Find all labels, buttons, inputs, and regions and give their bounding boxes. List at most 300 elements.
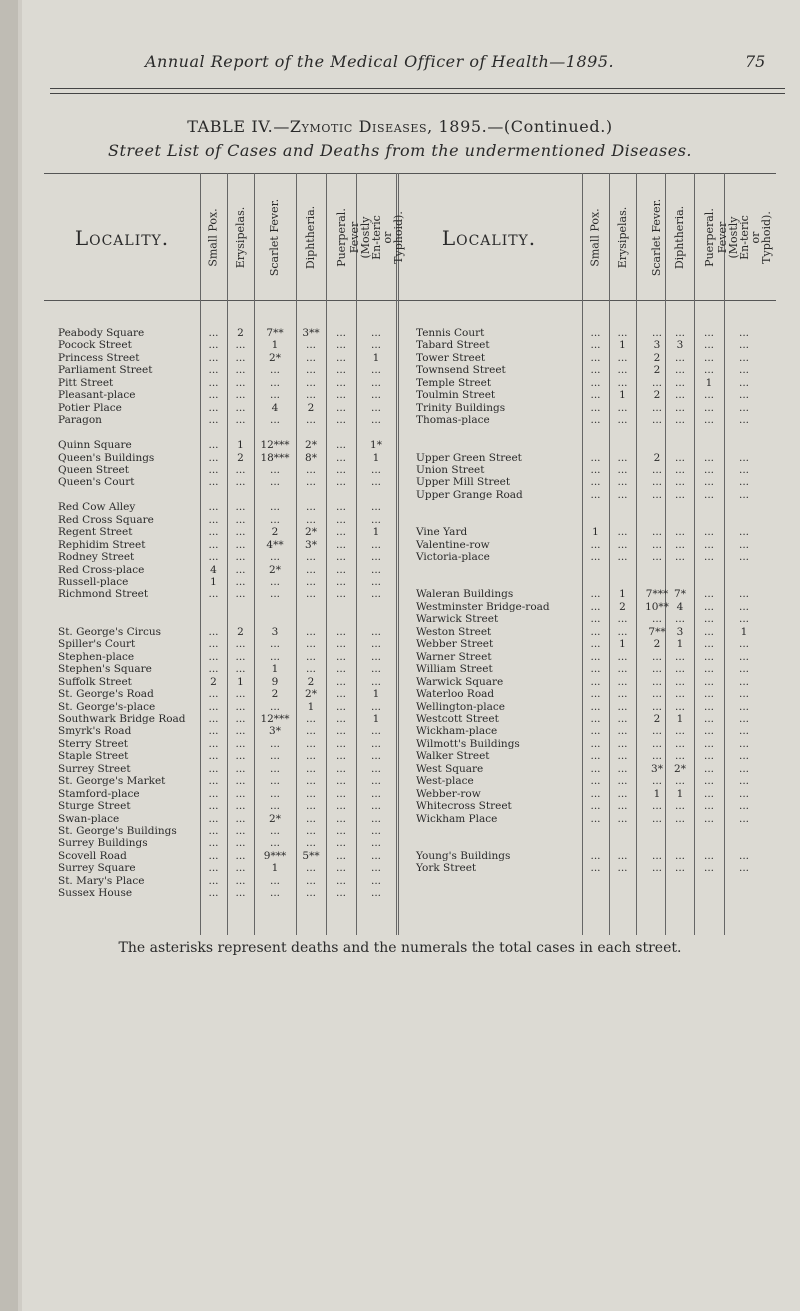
column-header-right-3 — [665, 178, 695, 296]
column-header-text: Fever (Mostly En-teric or Typhoid). — [347, 210, 405, 264]
table-cell: ... — [617, 414, 628, 427]
locality-name: Stephen's Square — [58, 663, 152, 676]
table-cell: ... — [235, 414, 246, 427]
locality-name: Upper Green Street — [416, 451, 522, 464]
table-cell: ... — [703, 688, 714, 701]
locality-name: Red Cow Alley — [58, 501, 136, 514]
table-cell: 2 — [271, 526, 279, 539]
table-cell: ... — [235, 351, 246, 364]
table-row — [416, 452, 576, 464]
table-cell: ... — [738, 376, 749, 389]
table-cell: ... — [305, 650, 316, 663]
table-cell: 5** — [302, 849, 320, 862]
table-cell: ... — [738, 737, 749, 750]
table-cell: ... — [335, 638, 346, 651]
table-cell: 1 — [676, 638, 684, 651]
table-row — [416, 638, 576, 650]
table-cell: ... — [235, 476, 246, 489]
table-cell: ... — [738, 613, 749, 626]
locality-header-left — [44, 226, 200, 250]
locality-name: Valentine-row — [416, 538, 490, 551]
table-cell: 2 — [237, 625, 244, 638]
table-cell: ... — [651, 800, 662, 813]
table-cell: ... — [738, 451, 749, 464]
locality-name: Surrey Square — [58, 862, 136, 875]
table-cell: ... — [305, 874, 316, 887]
locality-name: Wellington-place — [416, 700, 505, 713]
table-cell: ... — [208, 837, 219, 850]
table-cell: ... — [590, 376, 601, 389]
table-cell: ... — [738, 588, 749, 601]
table-cell: ... — [208, 849, 219, 862]
table-cell: ... — [617, 812, 628, 825]
table-cell: ... — [617, 376, 628, 389]
table-cell: ... — [703, 401, 714, 414]
table-cell: 1 — [237, 675, 244, 688]
column-header-text: Erysipelas. — [234, 206, 247, 268]
table-cell: ... — [674, 725, 685, 738]
table-cell: 3* — [269, 725, 281, 738]
table-cell: ... — [617, 526, 628, 539]
table-row — [58, 452, 198, 464]
table-row — [416, 402, 576, 414]
table-cell: ... — [235, 339, 246, 352]
table-cell: ... — [617, 762, 628, 775]
table-cell: ... — [335, 675, 346, 688]
table-cell: ... — [738, 862, 749, 875]
locality-name: Trinity Buildings — [416, 401, 506, 414]
table-cell: ... — [269, 513, 280, 526]
locality-name: Stamford-place — [58, 787, 140, 800]
column-header-right-1 — [609, 178, 636, 296]
table-cell: ... — [651, 849, 662, 862]
table-cell: ... — [370, 401, 381, 414]
table-title-suffix: , 1895.—(Continued.) — [427, 117, 613, 136]
table-cell: ... — [269, 787, 280, 800]
table-cell: ... — [674, 650, 685, 663]
locality-name: Queen Street — [58, 463, 129, 476]
table-row — [58, 576, 198, 588]
table-cell: ... — [738, 551, 749, 564]
table-cell: ... — [738, 364, 749, 377]
table-cell: 1 — [653, 787, 661, 800]
table-cell: ... — [208, 812, 219, 825]
table-cell: ... — [617, 750, 628, 763]
table-cell: ... — [703, 351, 714, 364]
locality-name: Wickham Place — [416, 812, 498, 825]
table-cell: ... — [703, 762, 714, 775]
table-cell: ... — [738, 787, 749, 800]
locality-name: Temple Street — [416, 376, 492, 389]
table-cell: ... — [305, 501, 316, 514]
table-cell: ... — [335, 401, 346, 414]
table-row — [58, 651, 198, 663]
table-cell: ... — [235, 638, 246, 651]
table-cell: ... — [305, 787, 316, 800]
table-cell: ... — [235, 650, 246, 663]
table-cell: 2 — [653, 712, 661, 725]
table-cell: ... — [738, 538, 749, 551]
table-cell: ... — [335, 327, 346, 339]
table-cell: ... — [208, 775, 219, 788]
table-cell: ... — [738, 675, 749, 688]
table-cell: ... — [674, 862, 685, 875]
table-cell: ... — [651, 750, 662, 763]
table-cell: ... — [617, 351, 628, 364]
table-cell: ... — [703, 638, 714, 651]
table-cell: ... — [269, 638, 280, 651]
table-cell: ... — [703, 725, 714, 738]
table-cell: ... — [674, 538, 685, 551]
table-cell: 2* — [269, 563, 281, 576]
locality-name: Tabard Street — [416, 339, 490, 352]
table-cell: ... — [651, 700, 662, 713]
table-row — [416, 364, 576, 376]
table-cell: ... — [590, 476, 601, 489]
table-cell: 10** — [645, 600, 669, 613]
table-cell: 2 — [653, 451, 661, 464]
table-cell: 12*** — [260, 439, 290, 452]
table-cell: ... — [235, 501, 246, 514]
table-cell: 9*** — [263, 849, 287, 862]
table-row — [416, 701, 576, 713]
table-cell: ... — [335, 376, 346, 389]
table-cell: 1 — [676, 787, 684, 800]
table-cell: 4 — [676, 600, 684, 613]
locality-name: Peabody Square — [58, 327, 145, 339]
table-cell: ... — [370, 476, 381, 489]
table-cell: 1 — [619, 339, 626, 352]
table-cell: ... — [208, 725, 219, 738]
table-cell: 2 — [271, 688, 279, 701]
table-cell: ... — [208, 339, 219, 352]
table-cell: ... — [335, 501, 346, 514]
table-cell: ... — [305, 576, 316, 588]
table-cell: ... — [305, 339, 316, 352]
table-cell: ... — [305, 588, 316, 601]
table-row — [416, 588, 576, 600]
table-cell: ... — [235, 401, 246, 414]
table-cell: ... — [235, 663, 246, 676]
table-row — [58, 626, 198, 638]
table-cell: ... — [235, 862, 246, 875]
table-cell: ... — [590, 675, 601, 688]
table-cell: ... — [590, 849, 601, 862]
table-cell: ... — [305, 862, 316, 875]
table-cell: ... — [370, 887, 381, 900]
table-cell: ... — [305, 812, 316, 825]
table-row — [416, 713, 576, 725]
table-cell: ... — [370, 588, 381, 601]
table-cell: ... — [235, 837, 246, 850]
table-row — [58, 825, 198, 837]
table-row — [416, 377, 576, 389]
table-cell: ... — [335, 389, 346, 402]
table-row — [416, 763, 576, 775]
locality-name: Warwick Street — [416, 613, 499, 626]
table-cell: ... — [370, 725, 381, 738]
table-row — [58, 464, 198, 476]
locality-name: St. George's Buildings — [58, 825, 177, 837]
table-cell: ... — [235, 712, 246, 725]
table-cell: ... — [674, 663, 685, 676]
table-cell: ... — [703, 600, 714, 613]
table-row — [58, 402, 198, 414]
table-cell: ... — [235, 849, 246, 862]
table-row — [58, 339, 198, 351]
table-cell: ... — [674, 849, 685, 862]
table-cell: ... — [674, 414, 685, 427]
table-cell: ... — [674, 700, 685, 713]
table-cell: ... — [370, 625, 381, 638]
table-cell: ... — [269, 364, 280, 377]
table-cell: ... — [674, 327, 685, 339]
binding-gutter — [0, 0, 18, 1311]
column-header-text: Diphtheria. — [304, 205, 318, 269]
table-cell: ... — [590, 762, 601, 775]
table-cell: ... — [370, 787, 381, 800]
table-cell: ... — [738, 762, 749, 775]
table-cell: ... — [674, 675, 685, 688]
table-cell: ... — [208, 663, 219, 676]
table-cell: 3* — [651, 762, 663, 775]
table-cell: ... — [590, 712, 601, 725]
table-row — [58, 564, 198, 576]
table-row — [58, 539, 198, 551]
table-header-rule — [44, 300, 776, 301]
table-row — [416, 352, 576, 364]
table-cell: ... — [617, 688, 628, 701]
table-cell: 2* — [305, 688, 317, 701]
table-row — [416, 327, 576, 339]
table-cell: ... — [269, 414, 280, 427]
table-cell: 1 — [271, 862, 279, 875]
table-cell: 2* — [674, 762, 686, 775]
table-row — [416, 663, 576, 675]
table-cell: ... — [335, 849, 346, 862]
table-cell: ... — [651, 414, 662, 427]
table-cell: ... — [617, 364, 628, 377]
locality-name: Surrey Buildings — [58, 837, 148, 850]
table-cell: ... — [674, 451, 685, 464]
locality-name: Waleran Buildings — [416, 588, 514, 601]
table-cell: 2* — [269, 812, 281, 825]
table-row — [416, 676, 576, 688]
table-cell: ... — [617, 663, 628, 676]
table-row — [416, 651, 576, 663]
table-cell: ... — [235, 563, 246, 576]
table-cell: ... — [335, 737, 346, 750]
table-cell: ... — [590, 625, 601, 638]
table-cell: ... — [617, 849, 628, 862]
table-cell: ... — [617, 463, 628, 476]
table-cell: ... — [590, 401, 601, 414]
table-cell: ... — [269, 837, 280, 850]
locality-name: Victoria-place — [416, 551, 490, 564]
table-row — [58, 862, 198, 874]
table-cell: ... — [651, 538, 662, 551]
table-cell: 2 — [210, 675, 217, 688]
table-cell: ... — [370, 513, 381, 526]
table-cell: ... — [208, 439, 219, 452]
table-cell: ... — [674, 364, 685, 377]
locality-name: Princess Street — [58, 351, 140, 364]
table-row — [58, 887, 198, 899]
table-row — [416, 526, 576, 538]
table-cell: ... — [738, 414, 749, 427]
table-cell: ... — [335, 538, 346, 551]
table-cell: 2 — [653, 389, 661, 402]
table-cell: ... — [738, 351, 749, 364]
table-row — [58, 364, 198, 376]
table-cell: ... — [235, 588, 246, 601]
table-cell: ... — [235, 887, 246, 900]
table-cell: ... — [703, 488, 714, 501]
binding-shadow — [18, 0, 22, 1311]
table-cell: ... — [335, 339, 346, 352]
table-cell: ... — [674, 463, 685, 476]
table-cell: ... — [335, 762, 346, 775]
locality-name: Southwark Bridge Road — [58, 712, 186, 725]
table-cell: ... — [208, 650, 219, 663]
locality-name: Whitecross Street — [416, 800, 512, 813]
table-cell: ... — [208, 327, 219, 339]
table-cell: 4** — [266, 538, 284, 551]
locality-name: Quinn Square — [58, 439, 132, 452]
table-cell: ... — [703, 862, 714, 875]
table-cell: ... — [617, 712, 628, 725]
locality-name: Warwick Square — [416, 675, 504, 688]
table-cell: ... — [703, 800, 714, 813]
table-row — [416, 775, 576, 787]
table-cell: ... — [590, 551, 601, 564]
table-cell: ... — [590, 812, 601, 825]
table-cell: ... — [269, 700, 280, 713]
table-cell: ... — [738, 488, 749, 501]
table-cell: ... — [305, 351, 316, 364]
table-cell: ... — [305, 376, 316, 389]
column-header-left-2 — [254, 178, 296, 296]
table-cell: ... — [208, 551, 219, 564]
locality-name: Pocock Street — [58, 339, 132, 352]
table-cell: ... — [703, 625, 714, 638]
table-cell: ... — [305, 800, 316, 813]
table-cell: ... — [590, 663, 601, 676]
locality-name: St. George's Circus — [58, 625, 162, 638]
table-cell: ... — [590, 488, 601, 501]
table-cell: ... — [590, 451, 601, 464]
locality-name: St. George's Market — [58, 775, 166, 788]
table-row — [58, 476, 198, 488]
locality-heading-text: Locality. — [441, 226, 537, 250]
table-cell: ... — [370, 750, 381, 763]
locality-name: Russell-place — [58, 576, 129, 588]
table-cell: ... — [703, 775, 714, 788]
column-header-left-0 — [200, 178, 227, 296]
table-cell: ... — [370, 551, 381, 564]
table-cell: ... — [335, 625, 346, 638]
table-row — [58, 713, 198, 725]
table-cell: ... — [305, 825, 316, 837]
table-cell: ... — [269, 588, 280, 601]
table-cell: ... — [269, 750, 280, 763]
table-cell: ... — [617, 551, 628, 564]
table-cell: ... — [674, 688, 685, 701]
table-cell: 4 — [210, 563, 217, 576]
table-cell: ... — [617, 488, 628, 501]
table-cell: ... — [617, 476, 628, 489]
table-title-prefix: TABLE IV.— — [187, 117, 290, 136]
table-cell: ... — [703, 538, 714, 551]
table-cell: ... — [674, 351, 685, 364]
table-cell: ... — [305, 414, 316, 427]
table-cell: ... — [208, 476, 219, 489]
table-row — [58, 837, 198, 849]
table-cell: ... — [335, 463, 346, 476]
table-row — [58, 763, 198, 775]
table-cell: ... — [208, 638, 219, 651]
table-cell: ... — [208, 376, 219, 389]
table-cell: 3 — [676, 339, 684, 352]
locality-name: Warner Street — [416, 650, 492, 663]
table-cell: ... — [703, 663, 714, 676]
table-cell: 2 — [307, 401, 315, 414]
table-cell: ... — [235, 376, 246, 389]
table-cell: ... — [590, 588, 601, 601]
table-cell: ... — [738, 800, 749, 813]
table-cell: ... — [703, 750, 714, 763]
table-cell: 3 — [271, 625, 279, 638]
table-cell: 8* — [305, 451, 317, 464]
table-cell: ... — [617, 700, 628, 713]
locality-name: Westcott Street — [416, 712, 499, 725]
column-header-text: Small Pox. — [589, 207, 602, 267]
table-row — [58, 551, 198, 563]
table-cell: ... — [370, 663, 381, 676]
table-cell: 3** — [302, 327, 320, 339]
table-row — [58, 663, 198, 675]
table-cell: ... — [590, 414, 601, 427]
locality-name: Upper Grange Road — [416, 488, 523, 501]
table-cell: ... — [235, 787, 246, 800]
table-row — [58, 676, 198, 688]
table-cell: ... — [235, 737, 246, 750]
table-cell: ... — [651, 327, 662, 339]
table-row — [58, 813, 198, 825]
locality-name: West Square — [416, 762, 484, 775]
table-cell: ... — [269, 376, 280, 389]
table-cell: 1 — [271, 339, 279, 352]
table-cell: 2 — [237, 451, 244, 464]
table-row — [58, 514, 198, 526]
table-cell: ... — [269, 887, 280, 900]
table-subtitle: Street List of Cases and Deaths from the undermentioned Diseases. — [108, 141, 692, 160]
locality-name: Red Cross Square — [58, 513, 154, 526]
table-cell: ... — [651, 551, 662, 564]
table-cell: ... — [617, 725, 628, 738]
locality-name: Staple Street — [58, 750, 129, 763]
column-header-right-5 — [715, 178, 773, 296]
table-cell: 1 — [619, 638, 626, 651]
table-cell: ... — [208, 787, 219, 800]
locality-name: Westminster Bridge-road — [416, 600, 550, 613]
table-cell: ... — [305, 837, 316, 850]
table-cell: ... — [208, 625, 219, 638]
table-cell: ... — [703, 476, 714, 489]
table-cell: ... — [370, 327, 381, 339]
table-cell: 3 — [676, 625, 684, 638]
table-cell: ... — [651, 526, 662, 539]
